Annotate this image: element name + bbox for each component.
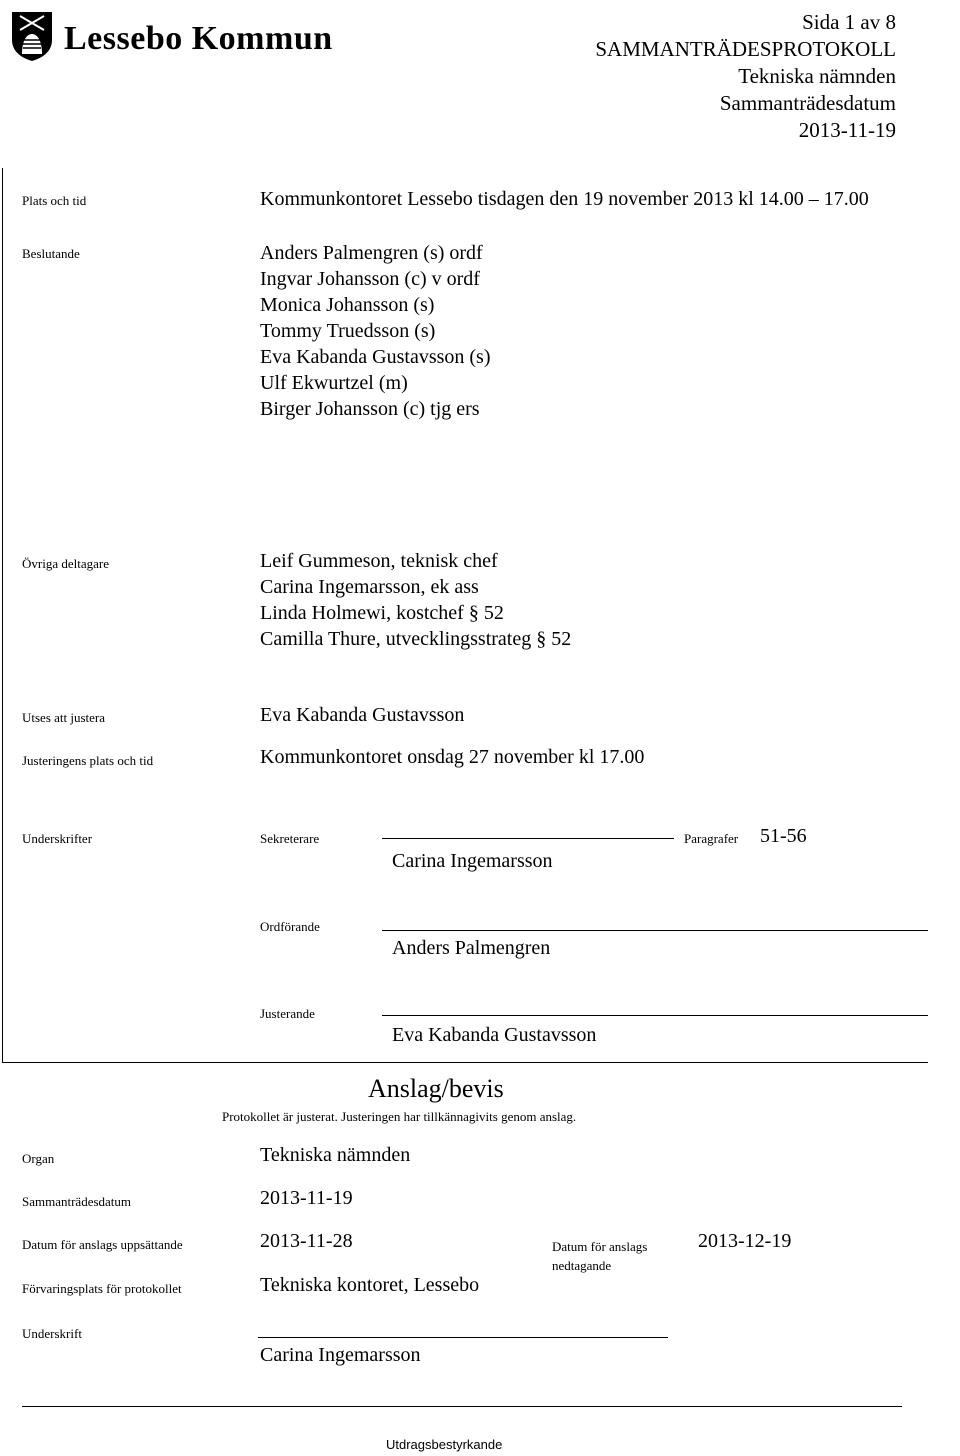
- logo-text: Lessebo Kommun: [64, 20, 333, 57]
- list-item: Ulf Ekwurtzel (m): [260, 372, 408, 394]
- list-item: Anders Palmengren (s) ordf: [260, 242, 483, 264]
- storage-label: Förvaringsplats för protokollet: [22, 1281, 182, 1296]
- storage-value: Tekniska kontoret, Lessebo: [260, 1274, 480, 1296]
- committee-name: Tekniska nämnden: [738, 64, 896, 88]
- notice-date-value: 2013-11-19: [260, 1187, 353, 1209]
- paragraphs-value: 51-56: [760, 825, 807, 847]
- others-list: [260, 548, 571, 652]
- posted-value: 2013-11-28: [260, 1230, 353, 1252]
- document-type: SAMMANTRÄDESPROTOKOLL: [595, 37, 896, 61]
- notice-title: Anslag/bevis: [368, 1074, 504, 1103]
- removed-label: Datum för anslags nedtagande: [552, 1239, 648, 1273]
- signature-line: [258, 1337, 668, 1338]
- meeting-date: 2013-11-19: [798, 118, 896, 142]
- signature-label: Underskrift: [22, 1326, 82, 1341]
- adjuster-label: Utses att justera: [22, 710, 106, 725]
- place-value: Kommunkontoret Lessebo tisdagen den 19 november 2013 kl 14.00 – 17.00: [260, 188, 869, 210]
- page-number: Sida 1 av 8: [802, 10, 896, 34]
- list-item: Leif Gummeson, teknisk chef: [260, 550, 498, 572]
- signatures-label: Underskrifter: [22, 831, 93, 846]
- list-item: Monica Johansson (s): [260, 294, 435, 316]
- posted-label: Datum för anslags uppsättande: [22, 1237, 183, 1252]
- deciding-list: [260, 240, 491, 422]
- list-item: Linda Holmewi, kostchef § 52: [260, 602, 504, 624]
- chair-label: Ordförande: [260, 919, 320, 934]
- others-label: Övriga deltagare: [22, 556, 109, 571]
- deciding-label: Beslutande: [22, 246, 80, 261]
- chair-signature-line: [382, 930, 928, 931]
- left-margin-rule: [2, 168, 3, 1063]
- secretary-name: Carina Ingemarsson: [392, 850, 553, 872]
- list-item: Birger Johansson (c) tjg ers: [260, 398, 480, 420]
- secretary-label: Sekreterare: [260, 831, 320, 846]
- list-item: Tommy Truedsson (s): [260, 320, 436, 342]
- chair-name: Anders Palmengren: [392, 937, 551, 959]
- organ-label: Organ: [22, 1151, 55, 1166]
- adjuster-value: Eva Kabanda Gustavsson: [260, 704, 465, 726]
- adjust-place-label: Justeringens plats och tid: [22, 753, 154, 768]
- meeting-date-label: Sammanträdesdatum: [719, 91, 896, 115]
- footer-rule: [22, 1406, 902, 1407]
- list-item: Ingvar Johansson (c) v ordf: [260, 268, 480, 290]
- list-item: Carina Ingemarsson, ek ass: [260, 576, 479, 598]
- section-divider: [2, 1062, 928, 1063]
- paragraphs-label: Paragrafer: [684, 831, 739, 846]
- secretary-signature-line: [382, 838, 674, 839]
- adjusting-name: Eva Kabanda Gustavsson: [392, 1024, 597, 1046]
- coat-of-arms-icon: [8, 10, 56, 62]
- notice-subtitle: Protokollet är justerat. Justeringen har tillkännagivits genom anslag.: [222, 1109, 577, 1124]
- removed-value: 2013-12-19: [698, 1230, 792, 1252]
- signature-name: Carina Ingemarsson: [260, 1344, 421, 1366]
- adjusting-label: Justerande: [260, 1006, 315, 1021]
- list-item: Eva Kabanda Gustavsson (s): [260, 346, 491, 368]
- certified-label: Utdragsbestyrkande: [386, 1437, 503, 1452]
- organ-value: Tekniska nämnden: [260, 1144, 411, 1166]
- notice-date-label: Sammanträdesdatum: [22, 1194, 132, 1209]
- place-label: Plats och tid: [22, 193, 87, 208]
- list-item: Camilla Thure, utvecklingsstrateg § 52: [260, 628, 572, 650]
- adjusting-signature-line: [382, 1015, 928, 1016]
- adjust-place-value: Kommunkontoret onsdag 27 november kl 17.00: [260, 746, 645, 768]
